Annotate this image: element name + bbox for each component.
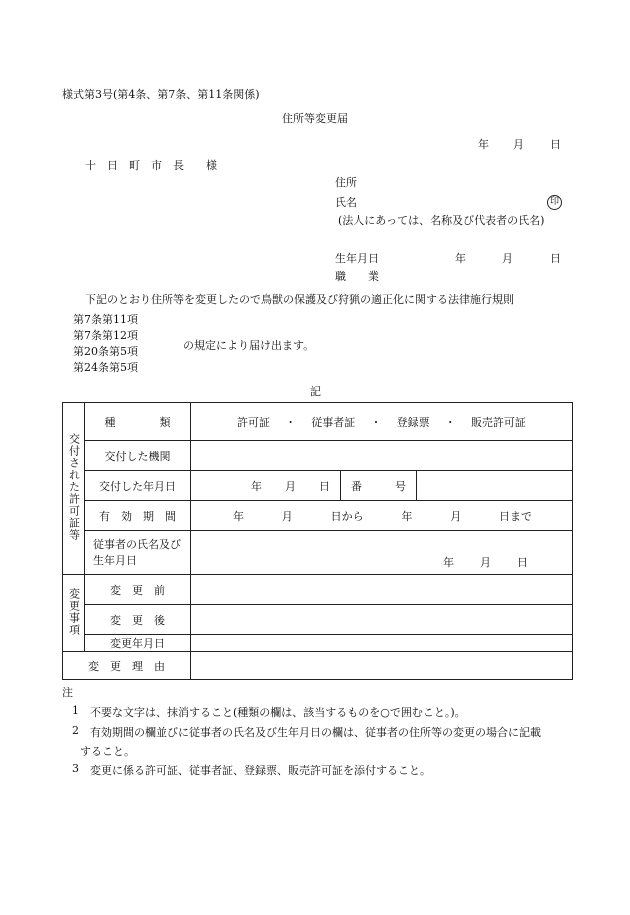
clause-item: 第20条第5項 <box>73 345 138 358</box>
table-row <box>63 605 573 635</box>
worker-label: 従事者の氏名及び生年月日 <box>85 531 191 575</box>
table-row <box>63 403 573 441</box>
clause-suffix: の規定により届け出ます。 <box>183 339 315 352</box>
clause-item: 第7条第11項 <box>73 313 138 326</box>
table-row <box>63 635 573 652</box>
validity-label: 有 効 期 間 <box>85 501 191 531</box>
table-row <box>63 575 573 605</box>
type-label: 種 類 <box>85 403 191 441</box>
ki-heading: 記 <box>310 385 321 398</box>
note-number: 3 <box>72 762 79 775</box>
worker-value[interactable]: 年 月 日 <box>191 531 573 575</box>
name-label: 氏名 <box>335 196 357 209</box>
table-row <box>63 652 573 680</box>
note-text: 不要な文字は、抹消すること(種類の欄は、該当するものを○で囲むこと。)。 <box>90 706 466 719</box>
table-row <box>63 471 573 501</box>
issue-date-label: 交付した年月日 <box>85 471 191 501</box>
page-title: 住所等変更届 <box>282 112 348 125</box>
before-value[interactable] <box>191 575 573 605</box>
seal-mark: 印 <box>547 194 562 210</box>
note-text: 変更に係る許可証、従事者証、登録票、販売許可証を添付すること。 <box>90 764 431 777</box>
form-number: 様式第3号(第4条、第7条、第11条関係) <box>62 88 260 101</box>
corp-note: (法人にあっては、名称及び代表者の氏名) <box>338 214 545 227</box>
form-table <box>62 402 573 680</box>
change-date-label: 変更年月日 <box>85 635 191 652</box>
note-number: 2 <box>72 724 79 737</box>
birth-year: 年 <box>455 252 466 265</box>
note-text: 有効期間の欄並びに従事者の氏名及び生年月日の欄は、従事者の住所等の変更の場合に記載 <box>90 726 541 739</box>
reason-label: 変 更 理 由 <box>63 652 191 680</box>
group-change-items: 変更事項 <box>63 575 85 652</box>
birth-label: 生年月日 <box>335 252 379 265</box>
table-row <box>63 501 573 531</box>
address-label: 住所 <box>335 176 357 189</box>
before-label: 変 更 前 <box>85 575 191 605</box>
date-month: 月 <box>513 138 524 151</box>
body-text: 下記のとおり住所等を変更したので鳥獣の保護及び狩猟の適正化に関する法律施行規則 <box>85 293 514 306</box>
issuer-label: 交付した機関 <box>85 441 191 471</box>
group-issued-permit: 交付された許可証等 <box>63 403 85 575</box>
birth-day: 日 <box>550 252 561 265</box>
after-value[interactable] <box>191 605 573 635</box>
clause-item: 第24条第5項 <box>73 361 138 374</box>
date-day: 日 <box>550 138 561 151</box>
addressee: 十 日 町 市 長 様 <box>85 159 217 172</box>
after-label: 変 更 後 <box>85 605 191 635</box>
issue-date-value[interactable]: 年 月 日 <box>191 471 341 501</box>
occupation-label: 職 業 <box>335 270 379 283</box>
note-number: 1 <box>72 704 79 717</box>
note-text-continued: すること。 <box>80 745 135 758</box>
date-year: 年 <box>478 138 489 151</box>
change-date-value[interactable] <box>191 635 573 652</box>
issuer-value[interactable] <box>191 441 573 471</box>
notes-heading: 注 <box>62 686 73 699</box>
validity-value[interactable]: 年 月 日から 年 月 日まで <box>191 501 573 531</box>
birth-month: 月 <box>502 252 513 265</box>
table-row <box>63 531 573 575</box>
clause-item: 第7条第12項 <box>73 329 138 342</box>
number-value[interactable] <box>417 471 573 501</box>
reason-value[interactable] <box>191 652 573 680</box>
table-row <box>63 441 573 471</box>
clause-list <box>73 312 138 376</box>
number-label: 番 号 <box>341 471 417 501</box>
type-options: 許可証 ・ 従事者証 ・ 登録票 ・ 販売許可証 <box>191 403 573 441</box>
